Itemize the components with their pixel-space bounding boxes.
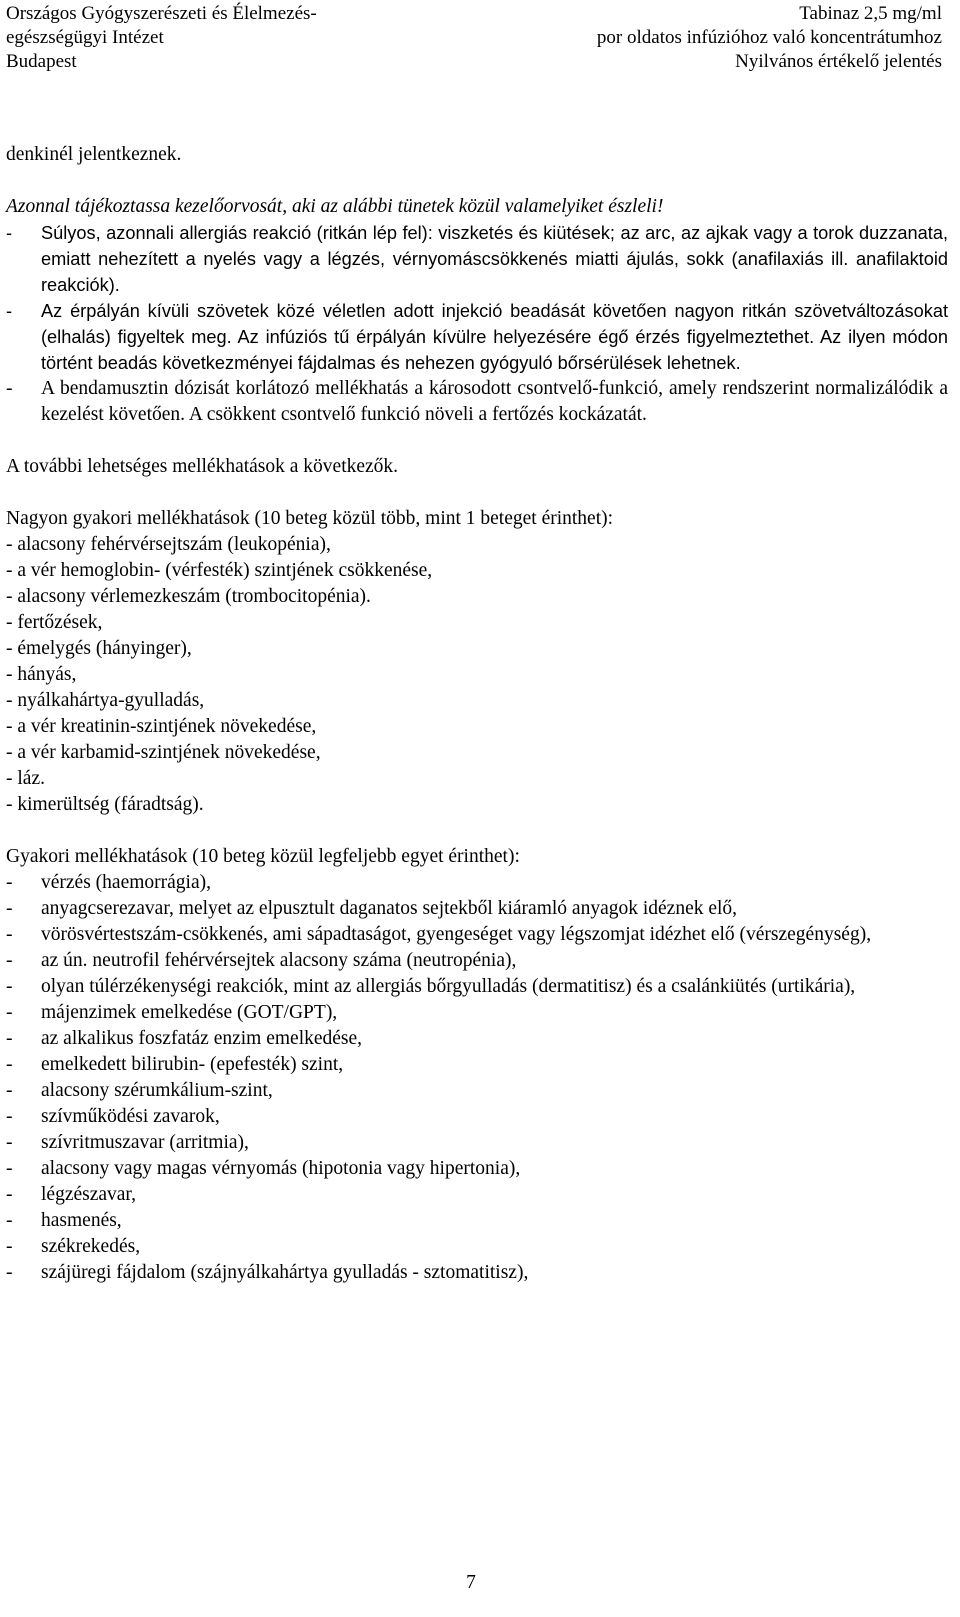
list-item	[6, 870, 948, 896]
list-item	[6, 948, 948, 974]
dash-marker: -	[6, 1158, 13, 1179]
serious-item	[6, 298, 948, 376]
list-item	[6, 1182, 948, 1208]
list-item-text: szájüregi fájdalom (szájnyálkahártya gyulladás - sztomatitisz),	[41, 1262, 529, 1283]
list-item-text: légzészavar,	[41, 1184, 137, 1205]
list-item-text: emelkedett bilirubin- (epefesték) szint,	[41, 1054, 344, 1075]
dash-marker: -	[6, 1132, 13, 1153]
header-product-line-2: por oldatos infúzióhoz való koncentrátumhoz	[596, 27, 942, 48]
header-product-line-3: Nyilvános értékelő jelentés	[735, 51, 942, 72]
dash-marker: -	[6, 1002, 13, 1023]
warning-italic: Azonnal tájékoztassa kezelőorvosát, aki az alábbi tünetek közül valamelyiket észleli!	[6, 196, 664, 217]
list-item	[6, 1000, 948, 1026]
list-item	[6, 1130, 948, 1156]
dash-marker: -	[6, 1262, 13, 1283]
list-item	[6, 1078, 948, 1104]
dash-marker: -	[6, 872, 13, 893]
dash-marker: -	[6, 1028, 13, 1049]
list-item: - kimerültség (fáradtság).	[6, 794, 204, 815]
list-item-text: anyagcserezavar, melyet az elpusztult daganatos sejtekből kiáramló anyagok idéznek elő,	[41, 898, 738, 919]
dash-marker: -	[6, 1184, 13, 1205]
common-title: Gyakori mellékhatások (10 beteg közül legfeljebb egyet érinthet):	[6, 846, 520, 867]
list-item-text: vérzés (haemorrágia),	[41, 872, 211, 893]
list-item-text: székrekedés,	[41, 1236, 141, 1257]
very-common-title: Nagyon gyakori mellékhatások (10 beteg közül több, mint 1 beteget érinthet):	[6, 508, 614, 529]
dash-marker: -	[6, 223, 13, 243]
dash-marker: -	[6, 1236, 13, 1257]
header-institute-line-3: Budapest	[6, 51, 77, 72]
list-item-text: alacsony szérumkálium-szint,	[41, 1080, 273, 1101]
list-item-text: olyan túlérzékenységi reakciók, mint az allergiás bőrgyulladás (dermatitisz) és a csalánkiütés (urtikária),	[41, 976, 856, 997]
list-item	[6, 1234, 948, 1260]
list-item-text: szívműködési zavarok,	[41, 1106, 220, 1127]
dash-marker: -	[6, 1210, 13, 1231]
list-item	[6, 922, 948, 948]
serious-item-text: A bendamusztin dózisát korlátozó mellékhatás a károsodott csontvelő-funkció, amely rendszerint normalizálódik a kezelést követően. A csökkent csontvelő funkció növeli a fertőzés kockázatát.	[41, 378, 948, 425]
list-item	[6, 1052, 948, 1078]
header-product-line-1: Tabinaz 2,5 mg/ml	[799, 3, 942, 24]
list-item: - láz.	[6, 768, 45, 789]
list-item	[6, 896, 948, 922]
page-number: 7	[466, 1572, 476, 1593]
list-item: - a vér karbamid-szintjének növekedése,	[6, 742, 321, 763]
dash-marker: -	[6, 1080, 13, 1101]
header-institute-line-1: Országos Gyógyszerészeti és Élelmezés-	[6, 3, 317, 24]
common-list	[6, 870, 948, 1286]
intro-text: denkinél jelentkeznek.	[6, 144, 182, 165]
list-item: - fertőzések,	[6, 612, 103, 633]
list-item	[6, 974, 948, 1000]
list-item-text: alacsony vagy magas vérnyomás (hipotonia vagy hipertonia),	[41, 1158, 521, 1179]
dash-marker: -	[6, 301, 13, 321]
list-item	[6, 1156, 948, 1182]
serious-item-text: Súlyos, azonnali allergiás reakció (ritkán lép fel): viszketés és kiütések; az arc, az ajkak vagy a torok duzzanata, emiatt nehezített a nyelés vagy a légzés, vérnyomáscsökkenés miatti ájulás, sokk (anafilaxiás ill. anafilaktoid reakciók).	[41, 223, 948, 295]
list-item	[6, 1026, 948, 1052]
list-item: - alacsony fehérvérsejtszám (leukopénia),	[6, 534, 331, 555]
further-effects-intro: A további lehetséges mellékhatások a következők.	[6, 456, 399, 477]
serious-effects-list	[6, 220, 948, 428]
list-item: - a vér hemoglobin- (vérfesték) szintjének csökkenése,	[6, 560, 433, 581]
list-item-text: májenzimek emelkedése (GOT/GPT),	[41, 1002, 338, 1023]
dash-marker: -	[6, 1054, 13, 1075]
dash-marker: -	[6, 898, 13, 919]
dash-marker: -	[6, 976, 13, 997]
list-item-text: hasmenés,	[41, 1210, 122, 1231]
dash-marker: -	[6, 950, 13, 971]
list-item-text: szívritmuszavar (arritmia),	[41, 1132, 249, 1153]
serious-item-text: Az érpályán kívüli szövetek közé véletlen adott injekció beadását követően nagyon ritkán szövetváltozásokat (elhalás) figyeltek meg. Az infúziós tű érpályán kívülre helyezésére égő érzés figyelmeztethet. Az ilyen módon történt beadás következményei fájdalmas és nehezen gyógyuló bőrsérülések lehetnek.	[41, 301, 948, 373]
very-common-list	[6, 532, 948, 818]
serious-item	[6, 220, 948, 298]
list-item	[6, 1208, 948, 1234]
list-item-text: az ún. neutrofil fehérvérsejtek alacsony száma (neutropénia),	[41, 950, 517, 971]
serious-item	[6, 376, 948, 428]
list-item: - émelygés (hányinger),	[6, 638, 192, 659]
dash-marker: -	[6, 378, 13, 399]
dash-marker: -	[6, 1106, 13, 1127]
list-item-text: az alkalikus foszfatáz enzim emelkedése,	[41, 1028, 363, 1049]
list-item	[6, 1260, 948, 1286]
list-item: - alacsony vérlemezkeszám (trombocitopénia).	[6, 586, 371, 607]
list-item: - hányás,	[6, 664, 77, 685]
document-body	[6, 142, 948, 1286]
list-item	[6, 1104, 948, 1130]
list-item-text: vörösvértestszám-csökkenés, ami sápadtaságot, gyengeséget vagy légszomjat idézhet elő (vérszegénység),	[41, 924, 872, 945]
header-institute-line-2: egészségügyi Intézet	[6, 27, 164, 48]
header-right	[0, 2, 942, 74]
dash-marker: -	[6, 924, 13, 945]
list-item: - nyálkahártya-gyulladás,	[6, 690, 205, 711]
list-item: - a vér kreatinin-szintjének növekedése,	[6, 716, 317, 737]
